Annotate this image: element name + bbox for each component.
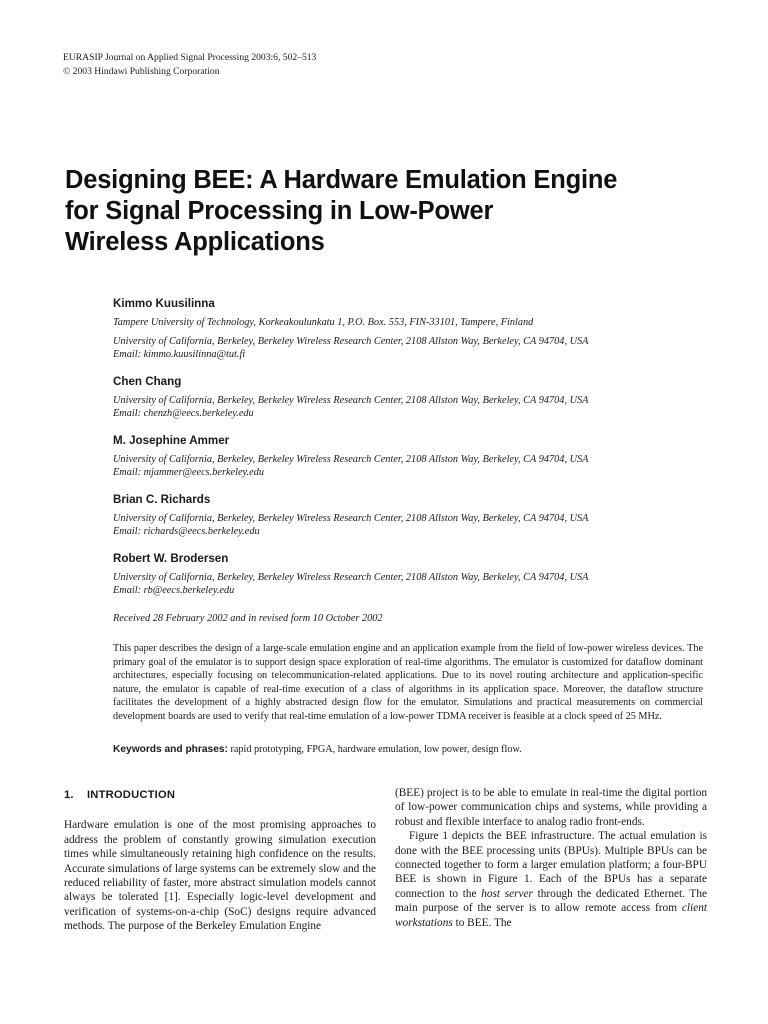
author-affiliation: University of California, Berkeley, Berkeley Wireless Research Center, 2108 Allston Way, Berkeley, CA 94704, USA [113,571,589,583]
text-run: Figure 1 depicts the BEE infrastructure. The actual emulation is done with the BEE processing units (BPUs). Multiple BPUs can be connected together to form a larger emulation platform; a four-BPU BEE is shown in Figure 1. Each of the BPUs has a separate connection to the [395,830,707,900]
author-email: Email: chenzh@eecs.berkeley.edu [113,408,254,419]
author-name: Brian C. Richards [113,492,211,506]
received-date: Received 28 February 2002 and in revised form 10 October 2002 [113,613,383,624]
text-run: to BEE. The [452,916,512,929]
journal-header [63,51,316,79]
author-email: Email: mjammer@eecs.berkeley.edu [113,467,264,478]
author-affiliation: University of California, Berkeley, Berkeley Wireless Research Center, 2108 Allston Way, Berkeley, CA 94704, USA [113,453,589,465]
author-name: M. Josephine Ammer [113,433,230,447]
title-line: Designing BEE: A Hardware Emulation Engine [65,166,618,194]
author-block [113,492,713,539]
author-affiliation: Tampere University of Technology, Korkeakoulunkatu 1, P.O. Box. 553, FIN-33101, Tampere, Finland [113,317,534,328]
author-block [113,296,713,362]
author-name: Chen Chang [113,374,182,388]
abstract: This paper describes the design of a large-scale emulation engine and an application example from the field of low-power wireless devices. The primary goal of the emulator is to support design space exploration of real-time algorithms. The emulator is customized for dataflow dominant architectures, especially focusing on telecommunication-related applications. Due to its novel routing architecture and application-specific nature, the emulator is capable of real-time execution of a class of algorithms in its application space. Moreover, the dataflow structure facilitates the development of a highly abstracted design flow for the emulator. Simulations and practical measurements on commercial development boards are used to verify that real-time emulation of a low-power TDMA receiver is feasible at a clock speed of 25 MHz. [113,643,703,722]
keywords-text: rapid prototyping, FPGA, hardware emulation, low power, design flow. [230,744,522,755]
right-column [395,786,707,930]
author-affiliation: University of California, Berkeley, Berkeley Wireless Research Center, 2108 Allston Way, Berkeley, CA 94704, USA [113,394,589,406]
emphasis-host-server: host server [481,887,533,900]
section-number: 1. [64,789,74,801]
author-block [113,551,713,598]
author-affiliation: University of California, Berkeley, Berkeley Wireless Research Center, 2108 Allston Way, Berkeley, CA 94704, USA [113,512,589,524]
keywords [113,743,703,757]
title-line: for Signal Processing in Low-Power [65,197,494,225]
keywords-label: Keywords and phrases: [113,744,228,755]
emphasis-client-workstations: client workstations [395,902,707,929]
author-affiliation: University of California, Berkeley, Berkeley Wireless Research Center, 2108 Allston Way, Berkeley, CA 94704, USA [113,335,589,347]
title-line: Wireless Applications [65,228,325,256]
author-email: Email: kimmo.kuusilinna@tut.fi [113,349,246,360]
text-run: through the dedicated Ethernet. The main purpose of the server is to allow remote access from [395,887,708,915]
section-title: INTRODUCTION [87,789,176,801]
author-name: Kimmo Kuusilinna [113,297,215,310]
author-email: Email: rb@eecs.berkeley.edu [113,585,235,596]
author-list [113,296,713,610]
author-block [113,433,713,480]
journal-citation: EURASIP Journal on Applied Signal Processing 2003:6, 502–513 [63,52,317,63]
section-heading [64,788,376,802]
author-email: Email: richards@eecs.berkeley.edu [113,526,260,537]
body-paragraph: Hardware emulation is one of the most promising approaches to address the problem of constantly growing simulation execution times while simultaneously retaining high confidence on the results. Accurate simulations of large systems can be extremely slow and the reduced reliability of faster, more abstract simulation models cannot always be tolerated [1]. Especially logic-level development and verification of systems-on-a-chip (SoC) designs require advanced methods. The purpose of the Berkeley Emulation Engine [64,819,376,933]
copyright-notice: © 2003 Hindawi Publishing Corporation [63,66,220,77]
author-name: Robert W. Brodersen [113,551,229,565]
body-paragraph [395,829,707,930]
author-block [113,374,713,421]
paper-title [65,165,705,258]
left-column [64,786,376,934]
body-paragraph: (BEE) project is to be able to emulate in real-time the digital portion of low-power communication chips and systems, while providing a robust and flexible interface to analog radio front-ends. [395,787,707,828]
